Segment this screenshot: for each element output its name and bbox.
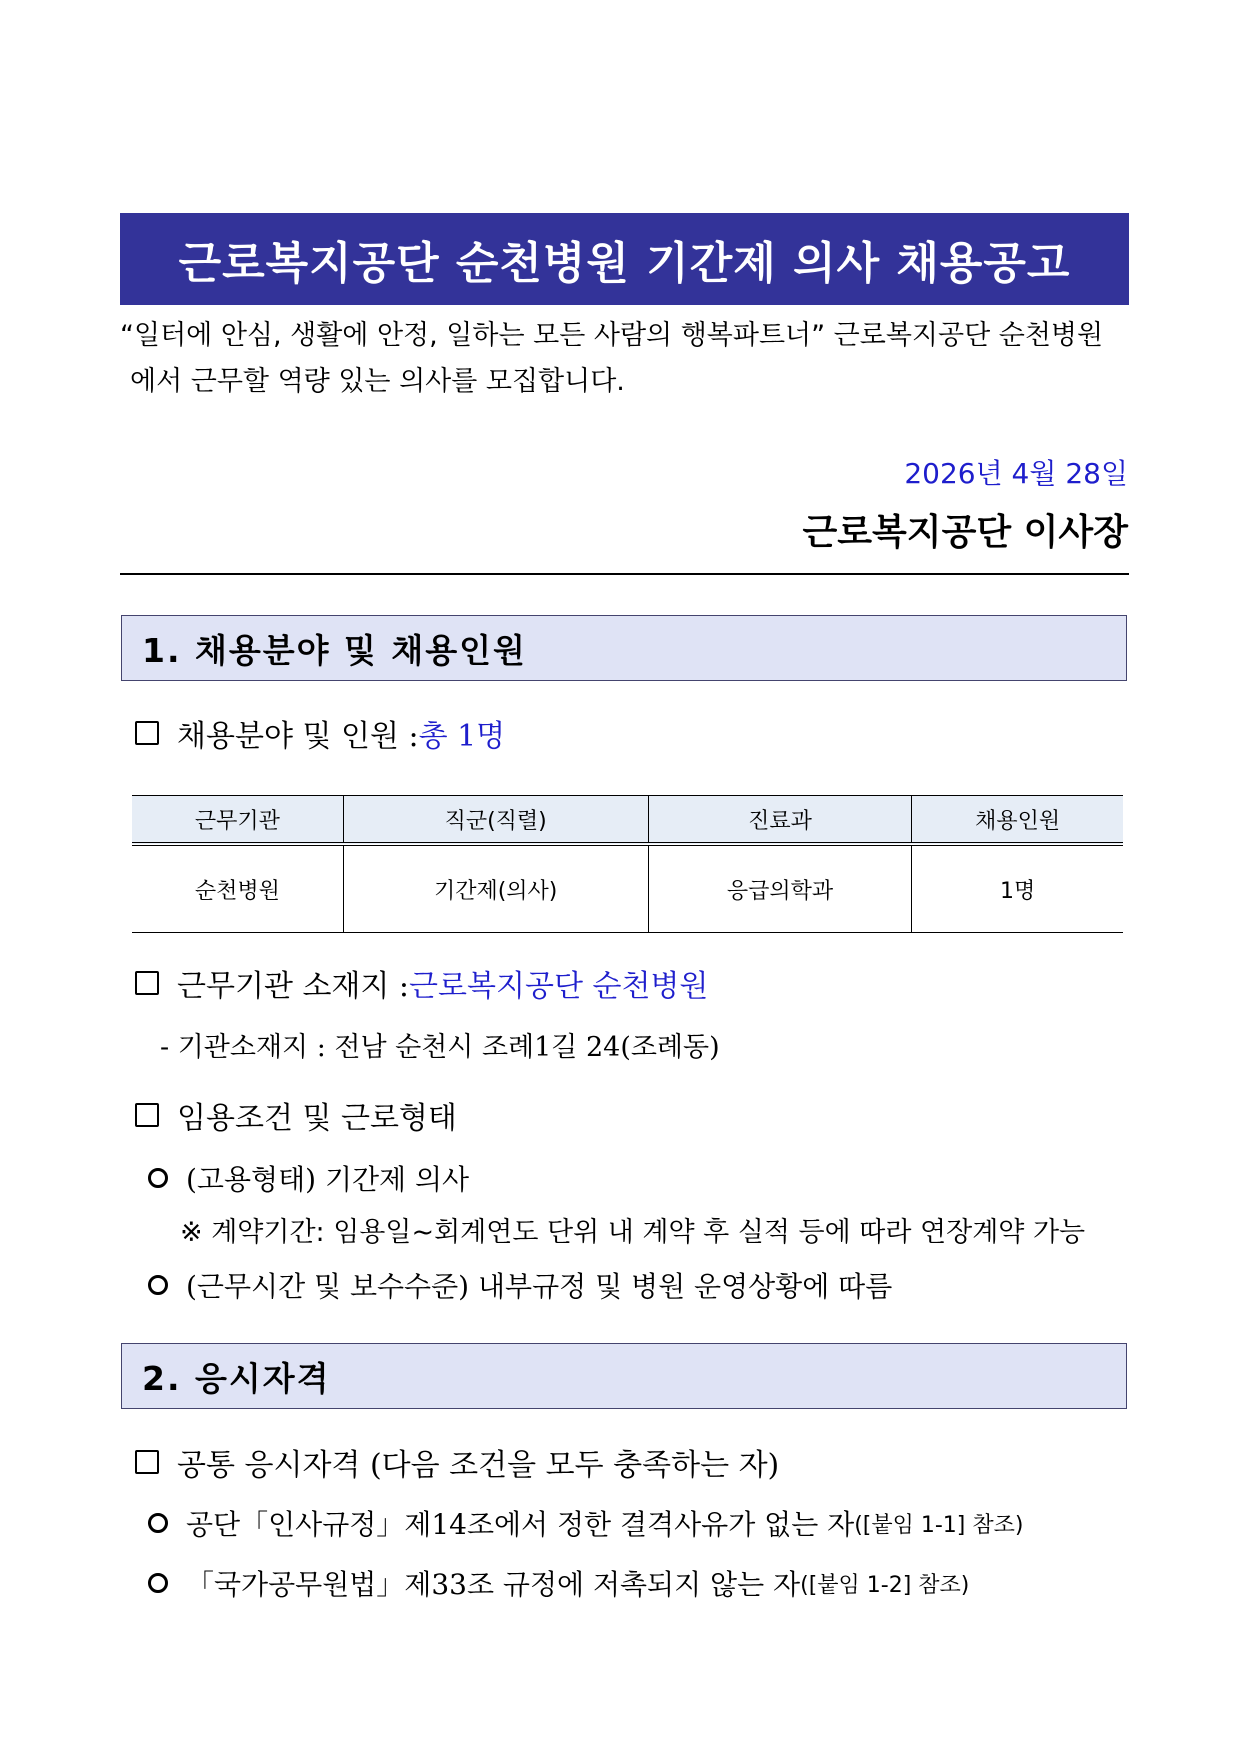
checkbox-square-icon [135,721,159,745]
section-2-heading: 2. 응시자격 [121,1343,1127,1409]
conditions-title: 임용조건 및 근로형태 [177,1101,457,1136]
work-location-label: 근무기관 소재지 : [177,969,410,1004]
table-cell: 1명 [912,844,1123,933]
circle-bullet-icon [148,1573,168,1593]
work-location-item [135,961,708,1005]
circle-bullet-icon [148,1513,168,1533]
hours-pay-item [148,1265,892,1305]
table-header-cell: 채용인원 [912,796,1123,845]
address-line: - 기관소재지 : 전남 순천시 조례1길 24(조례동) [160,1032,720,1063]
recruit-field-label: 채용분야 및 인원 : [177,719,419,754]
employment-type-text: (고용형태) 기간제 의사 [186,1163,470,1196]
checkbox-square-icon [135,971,159,995]
table-cell: 기간제(의사) [343,844,648,933]
requirement-text: 「국가공무원법」제33조 규정에 저촉되지 않는 자 [186,1568,801,1601]
section-1-heading: 1. 채용분야 및 채용인원 [121,615,1127,681]
requirement-item [148,1563,969,1603]
requirement-reference: ([붙임 1-1] 참조) [854,1512,1024,1538]
notice-title: 근로복지공단 순천병원 기간제 의사 채용공고 [120,213,1129,305]
checkbox-square-icon [135,1103,159,1127]
table-header-cell: 진료과 [648,796,912,845]
intro-line-1: “일터에 안심, 생활에 안정, 일하는 모든 사람의 행복파트너” 근로복지공단 순천병원 [120,320,1104,351]
table-cell: 순천병원 [132,844,343,933]
divider [120,573,1129,575]
table-header-cell: 직군(직렬) [343,796,648,845]
hours-pay-text: (근무시간 및 보수수준) 내부규정 및 병원 운영상황에 따름 [186,1270,893,1303]
contract-note: ※ 계약기간: 임용일~회계연도 단위 내 계약 후 실적 등에 따라 연장계약 가능 [180,1217,1086,1248]
requirement-text: 공단「인사규정」제14조에서 정한 결격사유가 없는 자 [186,1508,855,1541]
table-row [132,844,1123,933]
checkbox-square-icon [135,1450,159,1474]
circle-bullet-icon [148,1168,168,1188]
requirement-reference: ([붙임 1-2] 참조) [800,1572,970,1598]
circle-bullet-icon [148,1275,168,1295]
conditions-item [135,1093,457,1137]
requirement-item [148,1503,1023,1543]
work-location-value: 근로복지공단 순천병원 [409,969,709,1004]
notice-date: 2026년 4월 28일 [904,457,1128,490]
table-header-row [132,796,1123,845]
table-header-cell: 근무기관 [132,796,343,845]
intro-line-2: 에서 근무할 역량 있는 의사를 모집합니다. [130,366,625,397]
common-qualification-title: 공통 응시자격 (다음 조건을 모두 충족하는 자) [177,1448,780,1483]
employment-type-item [148,1158,469,1198]
common-qualification-item [135,1440,779,1484]
recruitment-table [132,795,1123,933]
table-cell: 응급의학과 [648,844,912,933]
recruit-field-item [135,711,505,755]
recruit-field-value: 총 1명 [418,719,506,754]
issuer-name: 근로복지공단 이사장 [802,512,1128,553]
